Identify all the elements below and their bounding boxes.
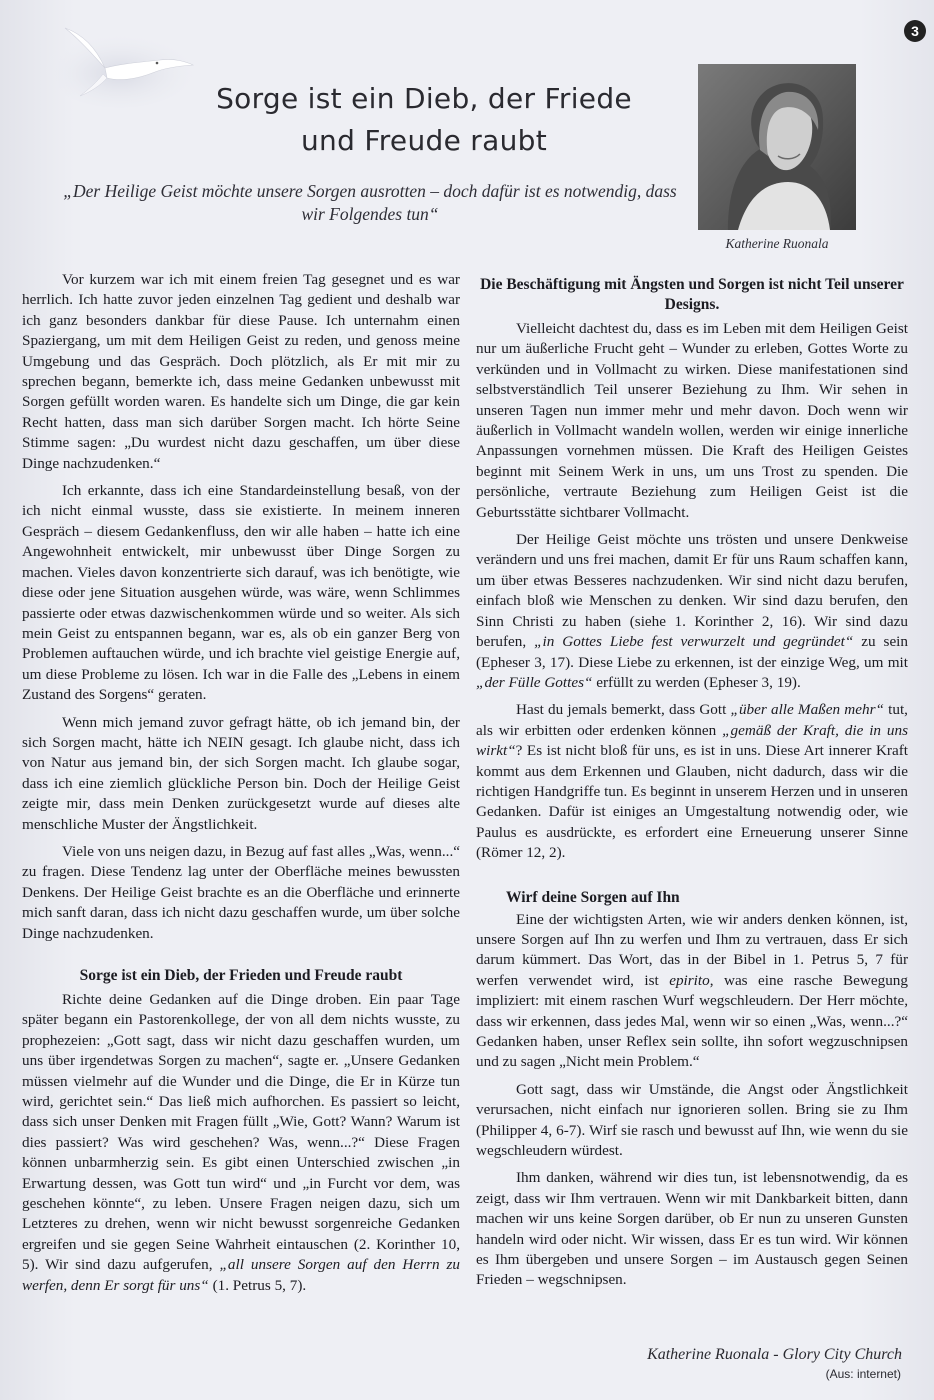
right-paragraph-5: Gott sagt, dass wir Umstände, die Angst oder Ängstlichkeit verursachen, nicht einfach nur ignorieren sollen. Bring sie zu Ihm (Philipper 4, 6-7). Wirf sie rasch und bewusst auf Ihn, wie wenn du sie wegschleudern würdest. bbox=[476, 1080, 908, 1160]
right-p3-quote-1: „über alle Maßen mehr“ bbox=[730, 701, 884, 719]
right-paragraph-4 bbox=[476, 910, 908, 1073]
right-p2-quote-2: „der Fülle Gottes“ bbox=[476, 673, 593, 691]
right-p4-term: epirito bbox=[669, 971, 710, 989]
author-photo-box bbox=[698, 64, 856, 258]
left-p5-quote: „all unsere Sorgen auf den Herrn zu werfen, denn Er sorgt für uns“ bbox=[22, 1256, 460, 1294]
right-paragraph-3 bbox=[476, 700, 908, 863]
right-p3-a: Hast du jemals bemerkt, dass Gott bbox=[516, 701, 731, 719]
right-p4-b: , was eine rasche Bewegung impliziert: mit einem raschen Wurf wegschleudern. Der Herr möchte, dass wir erkennen, dass jedes Mal, wenn wir so einen „Was, wenn...?“ Gedanken haben, unser Reflex sein sollte, ihn sofort wegzuschnipsen und zu sagen „Nicht mein Problem.“ bbox=[476, 971, 908, 1071]
right-column bbox=[476, 275, 908, 1291]
right-subheading-2: Wirf deine Sorgen auf Ihn bbox=[506, 888, 680, 906]
left-paragraph-3: Wenn mich jemand zuvor gefragt hätte, ob ich jemand bin, der sich Sorgen macht, hätte ich NEIN gesagt. Ich glaube nicht, dass ich von Natur aus jemand bin, der sich Sorgen macht. Ich glaube sogar, dass ich eine ziemlich glückliche Person bin. Doch der Heilige Geist zeigte mir, dass mein Denken zurückgesetzt wurde auf dieses alte menschliche Muster der Ängstlichkeit. bbox=[22, 713, 460, 833]
left-paragraph-5 bbox=[22, 990, 460, 1296]
right-p3-quote-2: „gemäß der Kraft, die in uns wirkt“ bbox=[476, 721, 908, 760]
left-subheading: Sorge ist ein Dieb, der Frieden und Freude raubt bbox=[79, 967, 403, 984]
left-paragraph-4: Viele von uns neigen dazu, in Bezug auf fast alles „Was, wenn...“ zu fragen. Diese Tendenz lag unter der Oberfläche meines bewussten Denkens. Der Heilige Geist brachte es an die Oberfläche und erinnerte mich sanft daran, dass ich nicht dazu geschaffen wurde, um über solche Dinge nachzudenken. bbox=[22, 842, 460, 942]
author-photo bbox=[698, 64, 856, 230]
article-subtitle: „Der Heilige Geist möchte unsere Sorgen ausrotten – doch dafür ist es notwendig, dass wir Folgendes tun“ bbox=[63, 181, 677, 224]
title-line-1: Sorge ist ein Dieb, der Friede bbox=[216, 82, 632, 115]
author-signature: Katherine Ruonala - Glory City Church bbox=[647, 1346, 902, 1363]
article-title bbox=[150, 78, 698, 162]
right-paragraph-2 bbox=[476, 530, 908, 693]
left-paragraph-2: Ich erkannte, dass ich eine Standardeinstellung besaß, von der ich nicht einmal wusste, dass sie existierte. In meinem inneren Gespräch – diesem Gedankenfluss, den wir alle haben – hatte ich eine Angewohnheit entwickelt, mir unbewusst über Dinge Sorgen zu machen. Vieles davon konzentrierte sich darauf, was ich benötigte, wie diese oder jene Situation ausgehen würde, was wäre, wenn Schlimmes passierte oder etwas dazwischenkommen würde und so weiter. Als sich mein Geist zu entspannen begann, war es, als ob ein ganzer Berg von Problemen auftauchen würde, und ich brachte viel geistige Energie auf, um diese Probleme zu lösen. Ich war in die Falle des „Lebens in einem Zustand des Sorgens“ geraten. bbox=[22, 482, 460, 704]
left-p5-text: Richte deine Gedanken auf die Dinge droben. Ein paar Tage später begann ein Pastorenkollege, der von all dem nichts wusste, zu prophezeien: „Gott sagt, dass wir nicht dazu geschaffen wurden, um uns über irgendetwas Sorgen zu machen“, sagte er. „Unsere Gedanken müssen vielmehr auf die Wunder und die Dinge, die Er in Kürze tun wird, gerichtet sein.“ Das ließ mich aufhorchen. Es passiert so leicht, dass sich unser Denken mit Fragen füllt „Wie, Gott? Wann? Warum ist dies passiert? Was wird geschehen? Was, wenn...?“ Diese Fragen können unbarmherzig sein. Es gibt einen Unterschied zwischen „in Erwartung dessen, was Gott tun wird“ und „in Furcht vor dem, was geschehen könnte“, zu leben. Unsere Fragen neigen dazu, sich um Letzteres zu drehen, wenn wir nicht bewusst sorgenreiche Gedanken ergreifen und sie gegen Seine Wahrheit eintauschen (2. Korinther 10, 5). Wir sind dazu aufgerufen, bbox=[22, 991, 460, 1274]
right-p4-a: Eine der wichtigsten Arten, wie wir anders denken können, ist, unsere Sorgen auf Ihn zu werfen und Ihm zu vertrauen, dass Er sich darum kümmert. Das Wort, das in der Bibel in 1. Petrus 5, 7 für werfen verwendet wird, ist bbox=[476, 910, 908, 989]
page-number-badge: 3 bbox=[904, 20, 926, 42]
right-subheading-1: Die Beschäftigung mit Ängsten und Sorgen ist nicht Teil unserer Designs. bbox=[480, 276, 904, 313]
left-paragraph-1: Vor kurzem war ich mit einem freien Tag gesegnet und es war herrlich. Ich hatte zuvor jeden einzelnen Tag gedient und deshalb war ich ganz besonders dankbar für diese Pause. Ich unternahm einen Spaziergang, um mit dem Heiligen Geist zu reden, und genoss meine Umgebung und das Gespräch. Doch plötzlich, als Er mit mir zu sprechen begann, bemerkte ich, dass meine Gedanken unbewusst mit Sorgen gefüllt worden waren. Es handelte sich um Dinge, die gar kein Recht hatten, dass man sich darüber Sorgen macht. Ich hörte Seine Stimme sagen: „Du wurdest nicht dazu geschaffen, um über diese Dinge nachzudenken.“ bbox=[22, 271, 460, 472]
right-p2-b: zu sein (Epheser 3, 17). Diese Liebe zu erkennen, ist der einzige Weg, um mit bbox=[476, 633, 908, 671]
right-p3-b: tut, als wir erbitten oder erdenken können bbox=[476, 701, 908, 739]
source-note: (Aus: internet) bbox=[825, 1367, 901, 1381]
right-p2-c: erfüllt zu werden (Epheser 3, 19). bbox=[592, 673, 801, 691]
right-p3-c: ? Es ist nicht bloß für uns, es ist in uns. Diese Art innerer Kraft kommt aus dem Erkennen und Glauben, nicht dadurch, dass wir die richtigen Handgriffe tun. Es beginnt in unserem Herzen und in unseren Gedanken. Dafür ist einiges an Umgestaltung notwendig oder, wie Paulus es ausdrückte, es erfordert eine Erneuerung unserer Sinne (Römer 12, 2). bbox=[476, 742, 908, 862]
title-line-2: und Freude raubt bbox=[301, 124, 547, 157]
left-column bbox=[22, 270, 460, 1296]
photo-caption: Katherine Ruonala bbox=[725, 236, 829, 251]
left-p5-end: (1. Petrus 5, 7). bbox=[208, 1276, 307, 1294]
right-p2-a: Der Heilige Geist möchte uns trösten und unsere Denkweise verändern und uns frei machen, damit Er für uns Raum schaffen kann, um über etwas Besseres nachzudenken. Wir sind nicht dazu berufen, einfach bloß wie Menschen zu denken. Wir sind dazu berufen, den Sinn Christi zu haben (siehe 1. Korinther 2, 16). Wir sind dazu berufen, bbox=[476, 531, 908, 651]
right-paragraph-6: Ihm danken, während wir dies tun, ist lebensnotwendig, da es zeigt, dass wir Ihm vertrauen. Wenn wir mit Dankbarkeit bitten, dann machen wir uns keine Sorgen darüber, ob Er nun zu unseren Gunsten handeln wird oder nicht. Wir wissen, dass Er es tun wird. Wir können es Ihm übergeben und unsere Sorgen – im Austausch gegen Seinen Frieden – wegschnipsen. bbox=[476, 1169, 908, 1289]
right-p2-quote-1: „in Gottes Liebe fest verwurzelt und gegründet“ bbox=[534, 633, 854, 651]
right-paragraph-1: Vielleicht dachtest du, dass es im Leben mit dem Heiligen Geist nur um äußerliche Frucht geht – Wunder zu erleben, Gottes Worte zu verkünden und in Vollmacht zu wirken. Diese manifestationen sind selbstverständlich Teil unserer Beziehung zu Ihm. Wir sehen in unseren Tagen nun immer mehr und mehr davon. Doch wenn wir äußerlich in Vollmacht wandeln wollen, werden wir einige innerliche Anpassungen vornehmen müssen. Die Kraft des Heiligen Geistes beginnt mit Seinem Werk in uns, um uns Trost zu spenden. Die persönliche, vertraute Beziehung zum Heiligen Geist ist die Geburtsstätte sichtbarer Vollmacht. bbox=[476, 320, 908, 521]
